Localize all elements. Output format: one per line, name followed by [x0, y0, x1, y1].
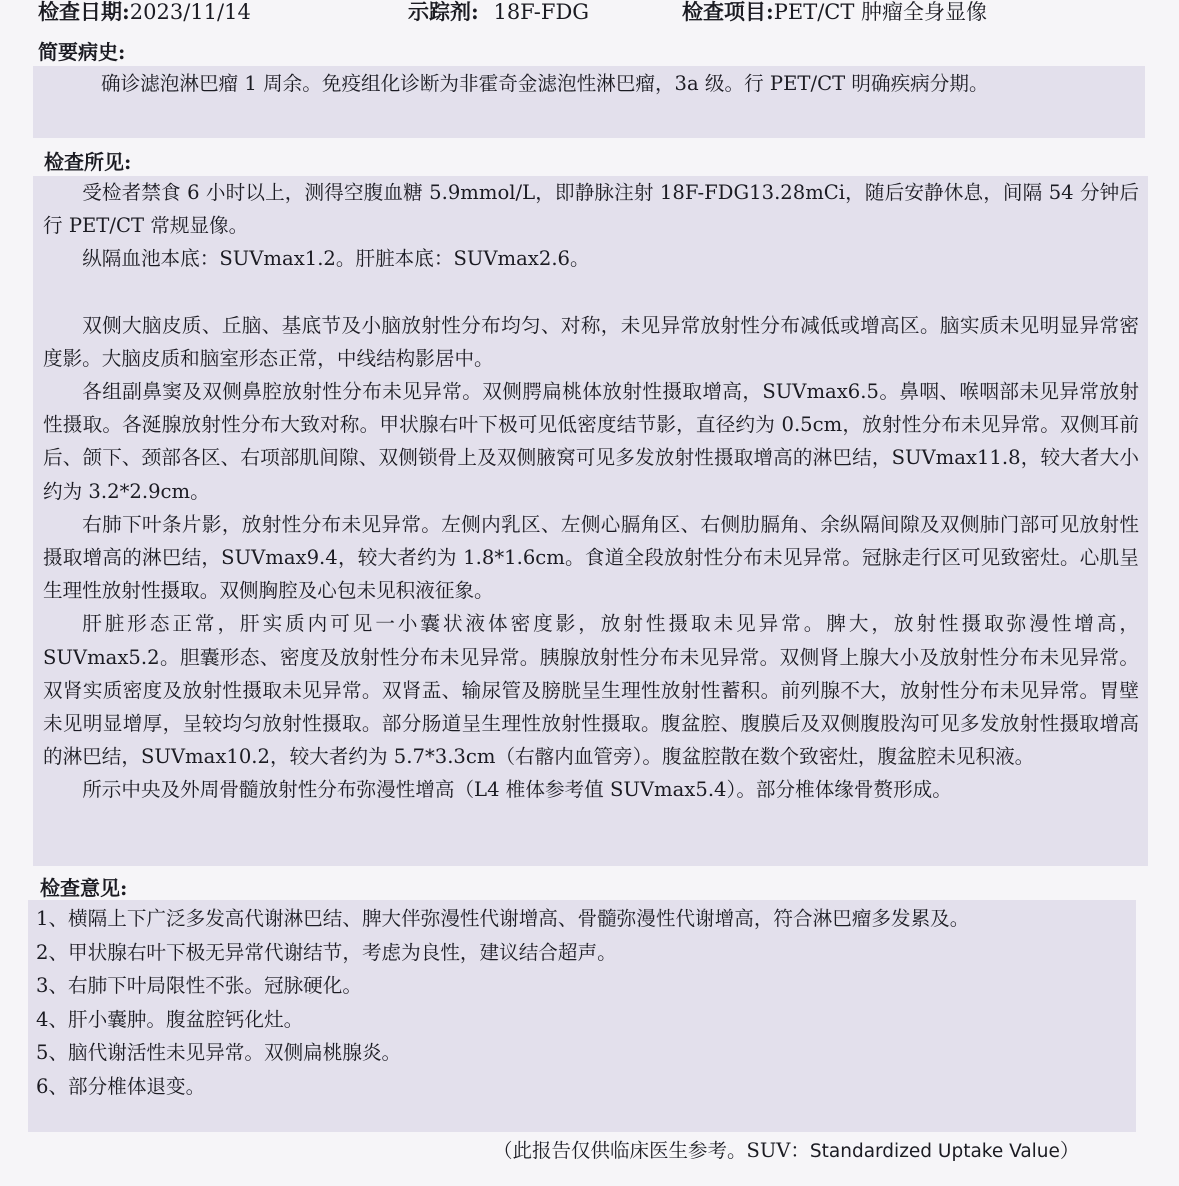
findings-paragraph-brain: 双侧大脑皮质、丘脑、基底节及小脑放射性分布均匀、对称，未见异常放射性分布减低或增高区。脑实质未见明显异常密度影。大脑皮质和脑室形态正常，中线结构影居中。: [43, 313, 1139, 370]
footer-note-prefix: （此报告仅供临床医生参考。SUV：: [493, 1139, 810, 1162]
footer-note-en: Standardized Uptake Value: [809, 1141, 1060, 1162]
paragraph-gap: [43, 276, 1139, 309]
findings-box: [33, 176, 1148, 866]
exam-date-value: 2023/11/14: [129, 0, 251, 24]
findings-paragraph-head-neck: 各组副鼻窦及双侧鼻腔放射性分布未见异常。双侧腭扁桃体放射性摄取增高，SUVmax6.5。鼻咽、喉咽部未见异常放射性摄取。各涎腺放射性分布大致对称。甲状腺右叶下极可见低密度结节影，直径约为 0.5cm，放射性分布未见异常。双侧耳前后、颌下、颈部各区、右项部肌间隙、双侧锁骨上及双侧腋窝可见多发放射性摄取增高的淋巴结，SUVmax11.8，较大者大小约为 3.2*2.9cm。: [43, 380, 1139, 503]
footer-note-suffix: ）: [1059, 1139, 1080, 1162]
findings-paragraph-prep: 受检者禁食 6 小时以上，测得空腹血糖 5.9mmol/L，即静脉注射 18F-FDG13.28mCi，随后安静休息，间隔 54 分钟后行 PET/CT 常规显像。: [43, 181, 1139, 238]
exam-item: [682, 0, 987, 26]
findings-paragraph-bone: 所示中央及外周骨髓放射性分布弥漫性增高（L4 椎体参考值 SUVmax5.4）。部分椎体缘骨赘形成。: [82, 778, 952, 802]
opinion-box: [28, 900, 1136, 1132]
history-box: [33, 66, 1145, 138]
tracer: [408, 0, 589, 26]
opinion-item: 1、横隔上下广泛多发高代谢淋巴结、脾大伴弥漫性代谢增高、骨髓弥漫性代谢增高，符合淋巴瘤多发累及。: [36, 907, 970, 930]
tracer-value: 18F-FDG: [493, 0, 590, 24]
history-label: 简要病史:: [38, 40, 126, 64]
opinion-item: 3、右肺下叶局限性不张。冠脉硬化。: [36, 974, 362, 997]
exam-date-label: 检查日期:: [38, 0, 130, 24]
history-text: 确诊滤泡淋巴瘤 1 周余。免疫组化诊断为非霍奇金滤泡性淋巴瘤，3a 级。行 PET/CT 明确疾病分期。: [101, 72, 989, 95]
opinion-list: [36, 902, 969, 1103]
footer-note: [493, 1137, 1079, 1166]
exam-date: [38, 0, 251, 26]
findings-paragraph-baseline: 纵隔血池本底：SUVmax1.2。肝脏本底：SUVmax2.6。: [82, 247, 590, 271]
findings-paragraph-chest: 右肺下叶条片影，放射性分布未见异常。左侧内乳区、左侧心膈角区、右侧肋膈角、余纵隔间隙及双侧肺门部可见放射性摄取增高的淋巴结，SUVmax9.4，较大者约为 1.8*1.6cm。食道全段放射性分布未见异常。冠脉走行区可见致密灶。心肌呈生理性放射性摄取。双侧胸腔及心包未见积液征象。: [43, 512, 1139, 603]
tracer-label: 示踪剂:: [408, 0, 479, 24]
exam-item-label: 检查项目:: [682, 0, 774, 24]
opinion-item: 2、甲状腺右叶下极无异常代谢结节，考虑为良性，建议结合超声。: [36, 940, 617, 964]
opinion-label: 检查意见:: [40, 876, 128, 900]
report-header: [0, 0, 1179, 30]
exam-item-value: PET/CT 肿瘤全身显像: [773, 0, 988, 24]
opinion-item: 5、脑代谢活性未见异常。双侧扁桃腺炎。: [36, 1041, 402, 1064]
findings-label: 检查所见:: [44, 150, 132, 174]
findings-text: [43, 176, 1139, 807]
opinion-item: 4、肝小囊肿。腹盆腔钙化灶。: [36, 1007, 304, 1031]
opinion-item: 6、部分椎体退变。: [36, 1074, 206, 1098]
findings-paragraph-abdomen: 肝脏形态正常，肝实质内可见一小囊状液体密度影，放射性摄取未见异常。脾大，放射性摄取弥漫性增高，SUVmax5.2。胆囊形态、密度及放射性分布未见异常。胰腺放射性分布未见异常。双侧肾上腺大小及放射性分布未见异常。双肾实质密度及放射性摄取未见异常。双肾盂、输尿管及膀胱呈生理性放射性蓄积。前列腺不大，放射性分布未见异常。胃壁未见明显增厚，呈较均匀放射性摄取。部分肠道呈生理性放射性摄取。腹盆腔、腹膜后及双侧腹股沟可见多发放射性摄取增高的淋巴结，SUVmax10.2，较大者约为 5.7*3.3cm（右髂内血管旁）。腹盆腔散在数个致密灶，腹盆腔未见积液。: [43, 612, 1139, 769]
